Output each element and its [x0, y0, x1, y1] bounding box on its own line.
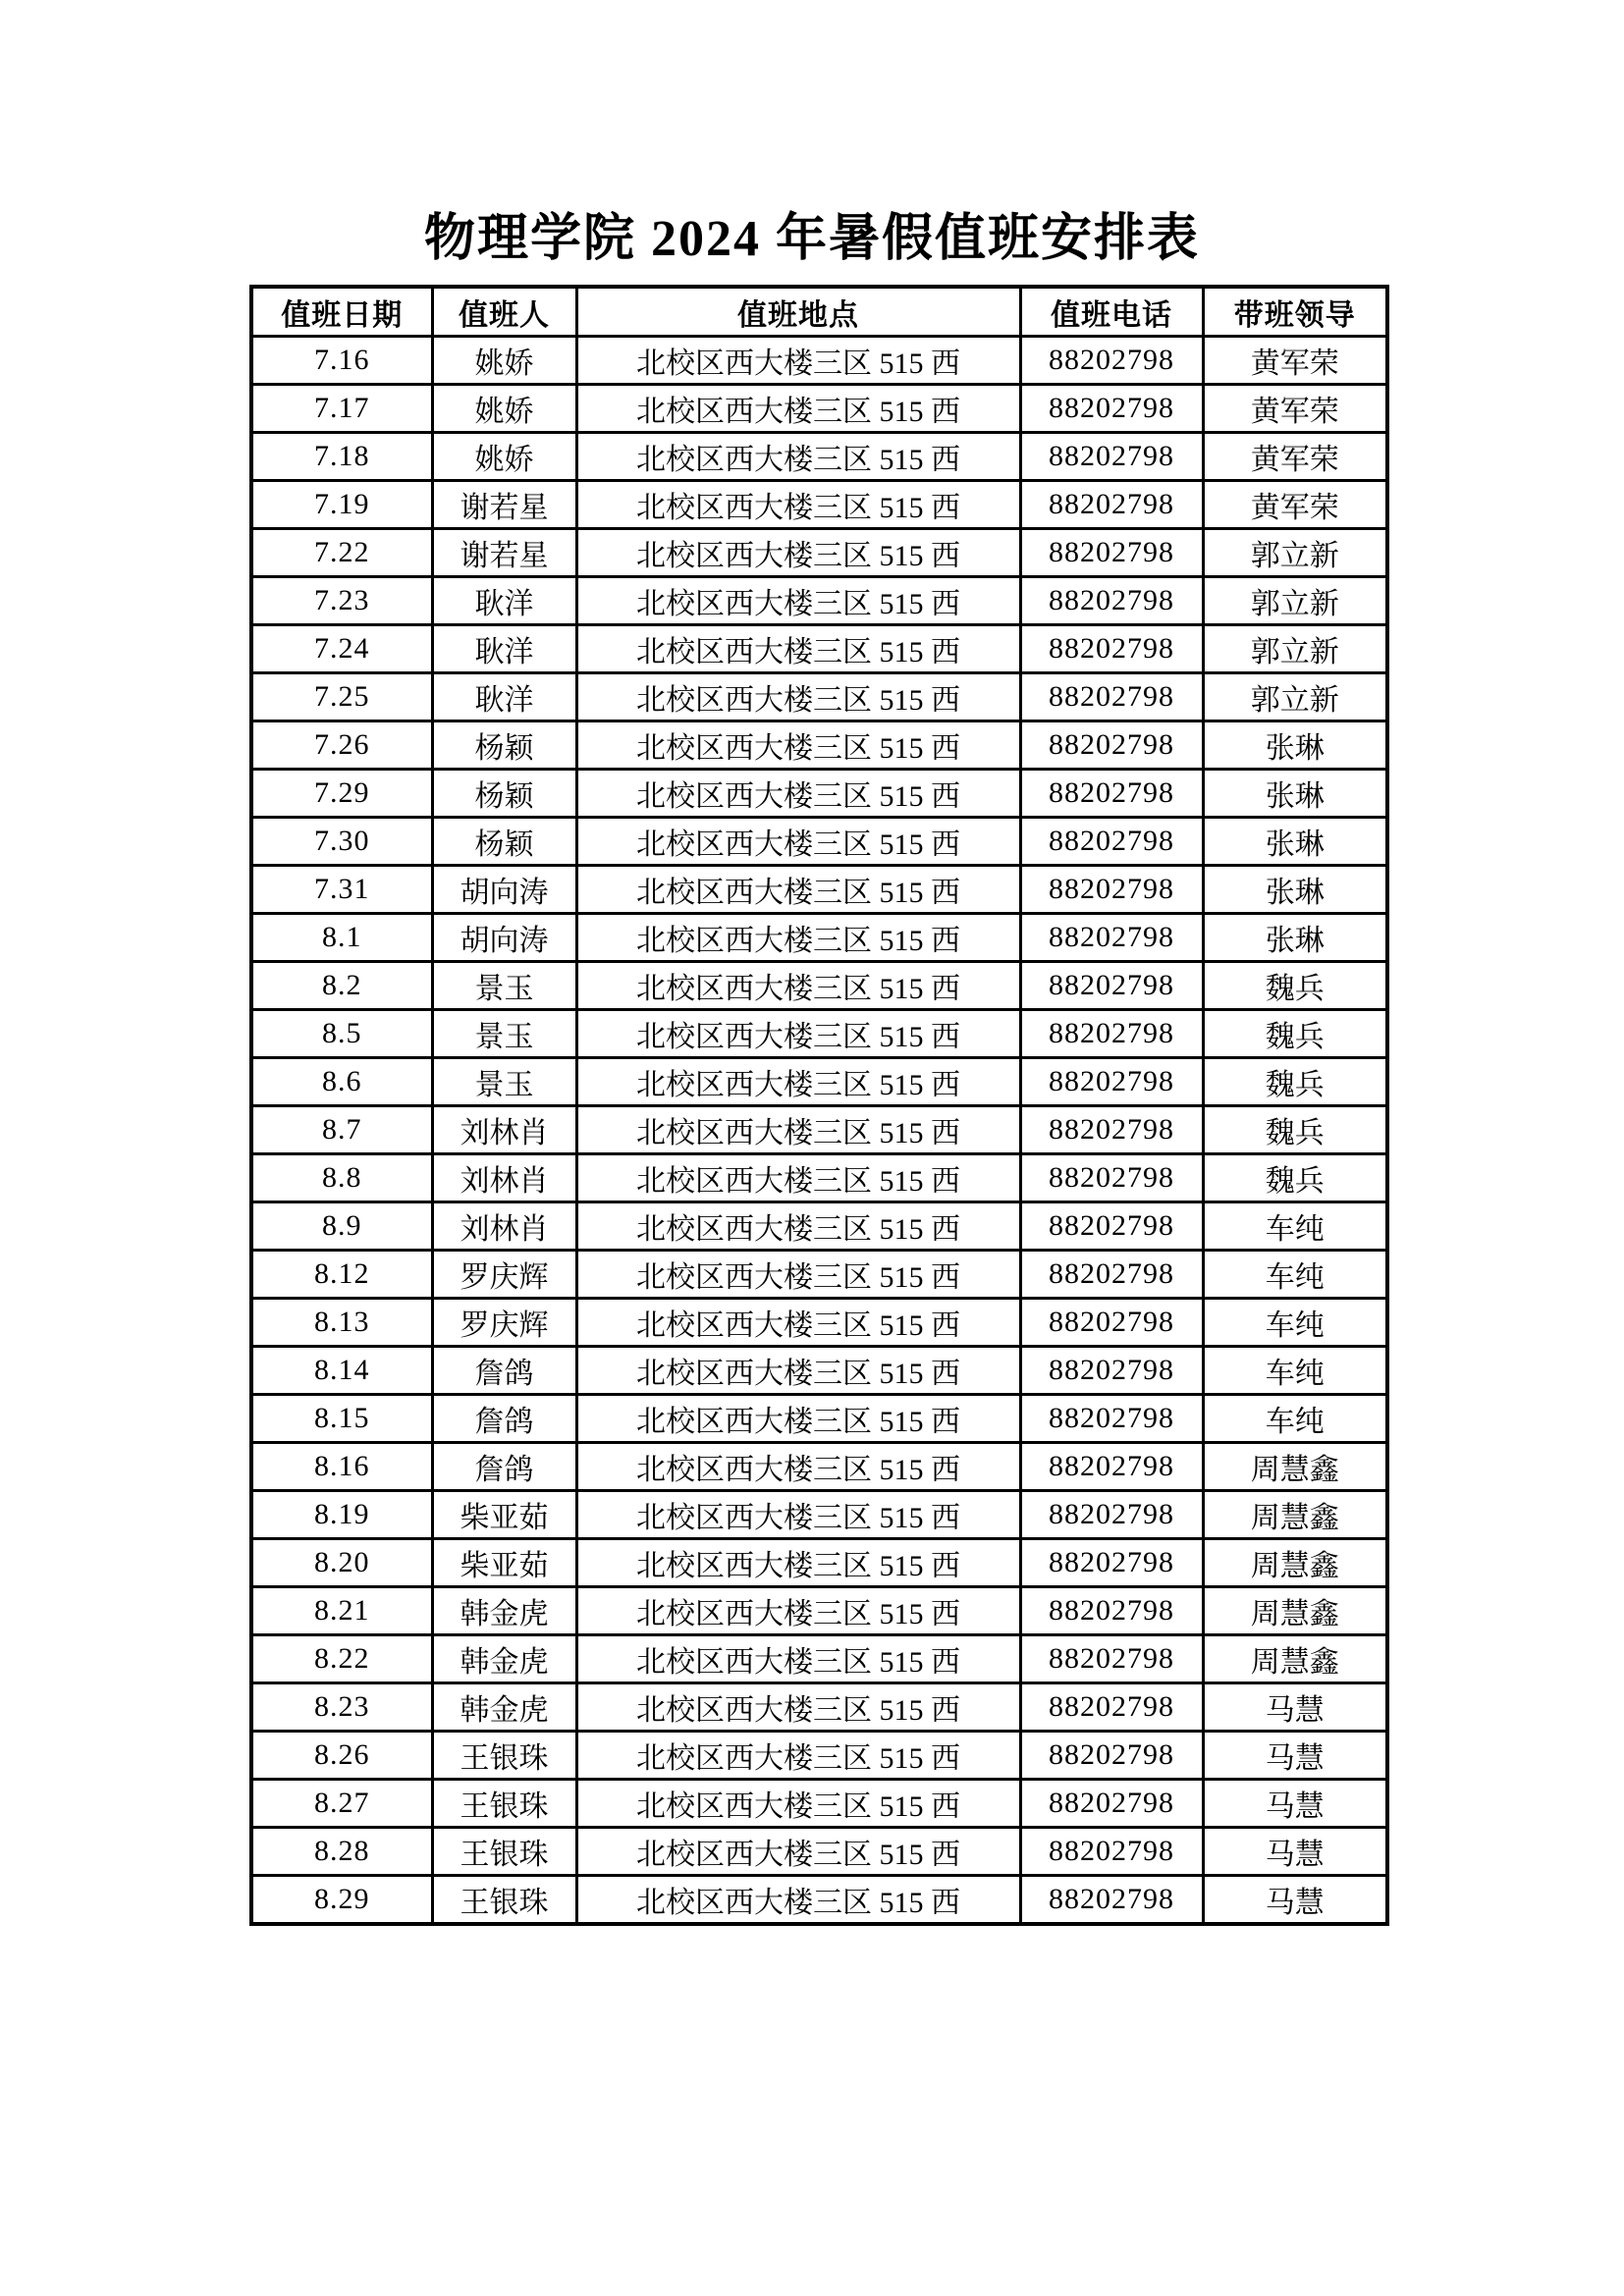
cell-duty-location: 北校区西大楼三区 515 西 — [576, 385, 1020, 433]
cell-duty-date: 8.19 — [251, 1491, 432, 1539]
cell-duty-date: 7.17 — [251, 385, 432, 433]
cell-duty-phone: 88202798 — [1020, 1251, 1203, 1299]
table-row — [251, 433, 1387, 481]
cell-duty-leader: 马慧 — [1203, 1732, 1387, 1780]
cell-duty-leader: 车纯 — [1203, 1299, 1387, 1347]
cell-duty-person: 刘林肖 — [432, 1154, 576, 1202]
cell-duty-date: 8.23 — [251, 1683, 432, 1732]
cell-duty-phone: 88202798 — [1020, 770, 1203, 818]
table-row — [251, 1347, 1387, 1395]
table-header-row — [251, 287, 1387, 337]
cell-duty-phone: 88202798 — [1020, 1491, 1203, 1539]
table-row — [251, 529, 1387, 577]
cell-duty-location: 北校区西大楼三区 515 西 — [576, 1395, 1020, 1443]
cell-duty-date: 8.20 — [251, 1539, 432, 1587]
cell-duty-leader: 黄军荣 — [1203, 433, 1387, 481]
cell-duty-leader: 黄军荣 — [1203, 337, 1387, 385]
cell-duty-phone: 88202798 — [1020, 818, 1203, 866]
cell-duty-leader: 魏兵 — [1203, 1154, 1387, 1202]
cell-duty-phone: 88202798 — [1020, 1154, 1203, 1202]
cell-duty-location: 北校区西大楼三区 515 西 — [576, 1876, 1020, 1925]
table-row — [251, 1876, 1387, 1925]
table-row — [251, 1058, 1387, 1106]
cell-duty-location: 北校区西大楼三区 515 西 — [576, 433, 1020, 481]
cell-duty-date: 7.18 — [251, 433, 432, 481]
cell-duty-location: 北校区西大楼三区 515 西 — [576, 770, 1020, 818]
cell-duty-leader: 张琳 — [1203, 914, 1387, 962]
cell-duty-date: 7.25 — [251, 673, 432, 721]
cell-duty-leader: 张琳 — [1203, 866, 1387, 914]
cell-duty-phone: 88202798 — [1020, 433, 1203, 481]
cell-duty-location: 北校区西大楼三区 515 西 — [576, 962, 1020, 1010]
table-row — [251, 866, 1387, 914]
cell-duty-date: 8.15 — [251, 1395, 432, 1443]
cell-duty-location: 北校区西大楼三区 515 西 — [576, 529, 1020, 577]
cell-duty-location: 北校区西大楼三区 515 西 — [576, 1154, 1020, 1202]
cell-duty-phone: 88202798 — [1020, 1299, 1203, 1347]
cell-duty-phone: 88202798 — [1020, 1010, 1203, 1058]
cell-duty-location: 北校区西大楼三区 515 西 — [576, 914, 1020, 962]
cell-duty-person: 罗庆辉 — [432, 1251, 576, 1299]
cell-duty-date: 8.14 — [251, 1347, 432, 1395]
cell-duty-person: 谢若星 — [432, 529, 576, 577]
cell-duty-phone: 88202798 — [1020, 577, 1203, 625]
cell-duty-date: 7.23 — [251, 577, 432, 625]
cell-duty-phone: 88202798 — [1020, 1347, 1203, 1395]
table-row — [251, 673, 1387, 721]
table-row — [251, 1154, 1387, 1202]
cell-duty-location: 北校区西大楼三区 515 西 — [576, 1780, 1020, 1828]
cell-duty-leader: 魏兵 — [1203, 1058, 1387, 1106]
table-row — [251, 1683, 1387, 1732]
cell-duty-leader: 马慧 — [1203, 1683, 1387, 1732]
cell-duty-date: 7.30 — [251, 818, 432, 866]
cell-duty-phone: 88202798 — [1020, 337, 1203, 385]
table-row — [251, 1299, 1387, 1347]
cell-duty-date: 8.1 — [251, 914, 432, 962]
cell-duty-leader: 郭立新 — [1203, 577, 1387, 625]
cell-duty-person: 景玉 — [432, 1058, 576, 1106]
cell-duty-phone: 88202798 — [1020, 1683, 1203, 1732]
cell-duty-leader: 马慧 — [1203, 1828, 1387, 1876]
table-row — [251, 1010, 1387, 1058]
cell-duty-person: 耿洋 — [432, 673, 576, 721]
cell-duty-person: 王银珠 — [432, 1780, 576, 1828]
cell-duty-phone: 88202798 — [1020, 962, 1203, 1010]
table-row — [251, 770, 1387, 818]
cell-duty-date: 8.27 — [251, 1780, 432, 1828]
table-row — [251, 914, 1387, 962]
cell-duty-location: 北校区西大楼三区 515 西 — [576, 1587, 1020, 1635]
cell-duty-phone: 88202798 — [1020, 385, 1203, 433]
cell-duty-person: 刘林肖 — [432, 1202, 576, 1251]
cell-duty-location: 北校区西大楼三区 515 西 — [576, 1491, 1020, 1539]
cell-duty-leader: 车纯 — [1203, 1395, 1387, 1443]
cell-duty-phone: 88202798 — [1020, 1539, 1203, 1587]
table-row — [251, 962, 1387, 1010]
cell-duty-date: 8.6 — [251, 1058, 432, 1106]
cell-duty-date: 8.26 — [251, 1732, 432, 1780]
cell-duty-person: 詹鸽 — [432, 1395, 576, 1443]
table-row — [251, 1395, 1387, 1443]
column-header-leader: 带班领导 — [1203, 287, 1387, 337]
cell-duty-leader: 张琳 — [1203, 770, 1387, 818]
cell-duty-person: 耿洋 — [432, 625, 576, 673]
cell-duty-person: 韩金虎 — [432, 1635, 576, 1683]
cell-duty-leader: 黄军荣 — [1203, 481, 1387, 529]
cell-duty-person: 姚娇 — [432, 337, 576, 385]
cell-duty-person: 杨颖 — [432, 770, 576, 818]
cell-duty-person: 罗庆辉 — [432, 1299, 576, 1347]
table-row — [251, 625, 1387, 673]
cell-duty-leader: 马慧 — [1203, 1876, 1387, 1925]
column-header-person: 值班人 — [432, 287, 576, 337]
cell-duty-leader: 车纯 — [1203, 1251, 1387, 1299]
cell-duty-leader: 周慧鑫 — [1203, 1635, 1387, 1683]
page-title: 物理学院 2024 年暑假值班安排表 — [423, 211, 1200, 267]
cell-duty-leader: 魏兵 — [1203, 1106, 1387, 1154]
cell-duty-phone: 88202798 — [1020, 1395, 1203, 1443]
table-row — [251, 1202, 1387, 1251]
cell-duty-person: 柴亚茹 — [432, 1491, 576, 1539]
cell-duty-phone: 88202798 — [1020, 914, 1203, 962]
cell-duty-date: 8.12 — [251, 1251, 432, 1299]
cell-duty-date: 7.16 — [251, 337, 432, 385]
cell-duty-date: 7.31 — [251, 866, 432, 914]
cell-duty-phone: 88202798 — [1020, 481, 1203, 529]
column-header-location: 值班地点 — [576, 287, 1020, 337]
cell-duty-person: 景玉 — [432, 962, 576, 1010]
cell-duty-location: 北校区西大楼三区 515 西 — [576, 1635, 1020, 1683]
cell-duty-phone: 88202798 — [1020, 625, 1203, 673]
column-header-phone: 值班电话 — [1020, 287, 1203, 337]
cell-duty-leader: 周慧鑫 — [1203, 1587, 1387, 1635]
column-header-date: 值班日期 — [251, 287, 432, 337]
cell-duty-phone: 88202798 — [1020, 529, 1203, 577]
cell-duty-phone: 88202798 — [1020, 721, 1203, 770]
table-row — [251, 1635, 1387, 1683]
cell-duty-date: 8.5 — [251, 1010, 432, 1058]
table-row — [251, 385, 1387, 433]
table-row — [251, 721, 1387, 770]
cell-duty-phone: 88202798 — [1020, 1732, 1203, 1780]
table-row — [251, 818, 1387, 866]
cell-duty-location: 北校区西大楼三区 515 西 — [576, 1251, 1020, 1299]
cell-duty-person: 王银珠 — [432, 1876, 576, 1925]
table-row — [251, 1251, 1387, 1299]
cell-duty-location: 北校区西大楼三区 515 西 — [576, 1539, 1020, 1587]
cell-duty-person: 詹鸽 — [432, 1443, 576, 1491]
cell-duty-date: 7.22 — [251, 529, 432, 577]
table-row — [251, 1106, 1387, 1154]
table-row — [251, 1539, 1387, 1587]
cell-duty-location: 北校区西大楼三区 515 西 — [576, 1683, 1020, 1732]
cell-duty-phone: 88202798 — [1020, 1780, 1203, 1828]
cell-duty-phone: 88202798 — [1020, 1106, 1203, 1154]
cell-duty-leader: 郭立新 — [1203, 529, 1387, 577]
cell-duty-location: 北校区西大楼三区 515 西 — [576, 1106, 1020, 1154]
cell-duty-phone: 88202798 — [1020, 673, 1203, 721]
cell-duty-person: 王银珠 — [432, 1732, 576, 1780]
cell-duty-location: 北校区西大楼三区 515 西 — [576, 1010, 1020, 1058]
cell-duty-phone: 88202798 — [1020, 1202, 1203, 1251]
cell-duty-person: 谢若星 — [432, 481, 576, 529]
cell-duty-phone: 88202798 — [1020, 1443, 1203, 1491]
cell-duty-date: 8.29 — [251, 1876, 432, 1925]
cell-duty-leader: 周慧鑫 — [1203, 1491, 1387, 1539]
cell-duty-leader: 车纯 — [1203, 1202, 1387, 1251]
cell-duty-phone: 88202798 — [1020, 1587, 1203, 1635]
cell-duty-person: 刘林肖 — [432, 1106, 576, 1154]
cell-duty-person: 韩金虎 — [432, 1587, 576, 1635]
cell-duty-leader: 黄军荣 — [1203, 385, 1387, 433]
cell-duty-date: 7.29 — [251, 770, 432, 818]
table-row — [251, 1491, 1387, 1539]
cell-duty-person: 耿洋 — [432, 577, 576, 625]
cell-duty-phone: 88202798 — [1020, 1635, 1203, 1683]
cell-duty-location: 北校区西大楼三区 515 西 — [576, 1828, 1020, 1876]
table-row — [251, 1828, 1387, 1876]
cell-duty-phone: 88202798 — [1020, 1876, 1203, 1925]
cell-duty-person: 姚娇 — [432, 385, 576, 433]
table-row — [251, 1732, 1387, 1780]
cell-duty-leader: 车纯 — [1203, 1347, 1387, 1395]
cell-duty-location: 北校区西大楼三区 515 西 — [576, 1347, 1020, 1395]
cell-duty-location: 北校区西大楼三区 515 西 — [576, 818, 1020, 866]
cell-duty-person: 王银珠 — [432, 1828, 576, 1876]
cell-duty-date: 8.21 — [251, 1587, 432, 1635]
cell-duty-leader: 马慧 — [1203, 1780, 1387, 1828]
cell-duty-person: 詹鸽 — [432, 1347, 576, 1395]
cell-duty-leader: 张琳 — [1203, 721, 1387, 770]
cell-duty-location: 北校区西大楼三区 515 西 — [576, 1202, 1020, 1251]
cell-duty-date: 8.7 — [251, 1106, 432, 1154]
table-row — [251, 577, 1387, 625]
cell-duty-leader: 周慧鑫 — [1203, 1443, 1387, 1491]
cell-duty-phone: 88202798 — [1020, 1058, 1203, 1106]
cell-duty-date: 8.28 — [251, 1828, 432, 1876]
cell-duty-person: 胡向涛 — [432, 914, 576, 962]
cell-duty-person: 胡向涛 — [432, 866, 576, 914]
table-row — [251, 1587, 1387, 1635]
cell-duty-leader: 郭立新 — [1203, 625, 1387, 673]
cell-duty-person: 柴亚茹 — [432, 1539, 576, 1587]
cell-duty-location: 北校区西大楼三区 515 西 — [576, 1299, 1020, 1347]
cell-duty-date: 8.2 — [251, 962, 432, 1010]
cell-duty-date: 8.9 — [251, 1202, 432, 1251]
cell-duty-location: 北校区西大楼三区 515 西 — [576, 1732, 1020, 1780]
cell-duty-location: 北校区西大楼三区 515 西 — [576, 866, 1020, 914]
cell-duty-person: 景玉 — [432, 1010, 576, 1058]
cell-duty-location: 北校区西大楼三区 515 西 — [576, 337, 1020, 385]
cell-duty-leader: 张琳 — [1203, 818, 1387, 866]
cell-duty-leader: 郭立新 — [1203, 673, 1387, 721]
cell-duty-person: 姚娇 — [432, 433, 576, 481]
cell-duty-location: 北校区西大楼三区 515 西 — [576, 673, 1020, 721]
cell-duty-person: 杨颖 — [432, 721, 576, 770]
table-row — [251, 337, 1387, 385]
cell-duty-location: 北校区西大楼三区 515 西 — [576, 721, 1020, 770]
cell-duty-person: 韩金虎 — [432, 1683, 576, 1732]
cell-duty-person: 杨颖 — [432, 818, 576, 866]
cell-duty-phone: 88202798 — [1020, 866, 1203, 914]
cell-duty-location: 北校区西大楼三区 515 西 — [576, 1443, 1020, 1491]
table-row — [251, 1443, 1387, 1491]
cell-duty-leader: 周慧鑫 — [1203, 1539, 1387, 1587]
cell-duty-phone: 88202798 — [1020, 1828, 1203, 1876]
duty-schedule-table — [249, 285, 1389, 1926]
cell-duty-leader: 魏兵 — [1203, 1010, 1387, 1058]
cell-duty-date: 7.26 — [251, 721, 432, 770]
cell-duty-location: 北校区西大楼三区 515 西 — [576, 1058, 1020, 1106]
table-row — [251, 1780, 1387, 1828]
cell-duty-date: 8.22 — [251, 1635, 432, 1683]
cell-duty-date: 8.13 — [251, 1299, 432, 1347]
table-row — [251, 481, 1387, 529]
cell-duty-location: 北校区西大楼三区 515 西 — [576, 481, 1020, 529]
cell-duty-date: 8.8 — [251, 1154, 432, 1202]
cell-duty-location: 北校区西大楼三区 515 西 — [576, 577, 1020, 625]
cell-duty-leader: 魏兵 — [1203, 962, 1387, 1010]
cell-duty-date: 8.16 — [251, 1443, 432, 1491]
cell-duty-date: 7.24 — [251, 625, 432, 673]
cell-duty-date: 7.19 — [251, 481, 432, 529]
cell-duty-location: 北校区西大楼三区 515 西 — [576, 625, 1020, 673]
